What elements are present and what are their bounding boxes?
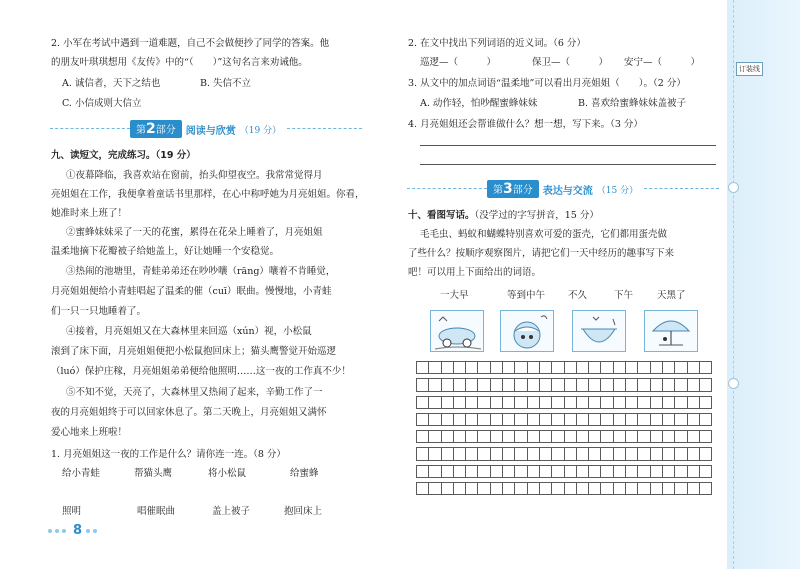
grid-cell[interactable] xyxy=(638,431,650,443)
grid-cell[interactable] xyxy=(417,379,429,391)
right-question-4: 4. 月亮姐姐还会帮谁做什么？想一想，写下来。（3 分） xyxy=(408,119,643,130)
grid-cell[interactable] xyxy=(453,465,465,477)
grid-cell[interactable] xyxy=(429,465,441,477)
grid-cell[interactable] xyxy=(515,448,527,460)
grid-cell[interactable] xyxy=(503,362,515,374)
grid-cell[interactable] xyxy=(441,379,453,391)
grid-cell[interactable] xyxy=(675,379,687,391)
passage-line: 亮姐姐在工作，我便拿着童话书里那样，在心中称呼她为月亮姐姐。你看， xyxy=(51,189,365,200)
grid-cell[interactable] xyxy=(552,362,564,374)
section-3-header xyxy=(407,180,719,198)
grid-cell[interactable] xyxy=(601,396,613,408)
right-question-2: 2. 在文中找出下列词语的近义词。（6 分） xyxy=(408,38,586,49)
grid-cell[interactable] xyxy=(576,413,588,425)
page-number: 8 xyxy=(73,523,83,538)
grid-cell[interactable] xyxy=(601,362,613,374)
grid-cell[interactable] xyxy=(601,431,613,443)
grid-cell[interactable] xyxy=(613,396,625,408)
grid-cell[interactable] xyxy=(515,396,527,408)
grid-cell[interactable] xyxy=(417,483,429,495)
rq3-option-a: A. 动作轻，怕吵醒蜜蜂妹妹 xyxy=(420,98,538,109)
grid-cell[interactable] xyxy=(429,431,441,443)
passage-line: 夜的月亮姐姐终于可以回家休息了。第二天晚上，月亮姐姐又满怀 xyxy=(51,407,327,418)
grid-cell[interactable] xyxy=(675,413,687,425)
grid-cell[interactable] xyxy=(527,465,539,477)
grid-cell[interactable] xyxy=(638,413,650,425)
decor-dot xyxy=(55,529,59,533)
grid-cell[interactable] xyxy=(613,431,625,443)
grid-cell[interactable] xyxy=(589,396,601,408)
grid-cell[interactable] xyxy=(539,379,551,391)
grid-cell[interactable] xyxy=(466,483,478,495)
grid-cell[interactable] xyxy=(699,448,711,460)
grid-cell[interactable] xyxy=(417,448,429,460)
match-item-top[interactable]: 给小青蛙 xyxy=(62,468,101,479)
grid-cell[interactable] xyxy=(650,379,662,391)
grid-row xyxy=(417,483,712,495)
grid-row xyxy=(417,465,712,477)
grid-cell[interactable] xyxy=(589,362,601,374)
grid-cell[interactable] xyxy=(539,362,551,374)
grid-cell[interactable] xyxy=(453,483,465,495)
grid-cell[interactable] xyxy=(417,465,429,477)
grid-cell[interactable] xyxy=(638,448,650,460)
grid-cell[interactable] xyxy=(662,431,674,443)
grid-cell[interactable] xyxy=(675,465,687,477)
synonym-item[interactable]: 保卫—（ ） xyxy=(532,57,609,68)
grid-cell[interactable] xyxy=(576,431,588,443)
grid-cell[interactable] xyxy=(576,483,588,495)
decor-dot xyxy=(62,529,66,533)
passage-line: ②蜜蜂妹妹采了一天的花蜜，累得在花朵上睡着了，月亮姐姐 xyxy=(66,227,323,238)
grid-cell[interactable] xyxy=(429,379,441,391)
grid-cell[interactable] xyxy=(441,483,453,495)
grid-cell[interactable] xyxy=(613,448,625,460)
grid-cell[interactable] xyxy=(564,483,576,495)
writing-grid[interactable] xyxy=(416,361,712,495)
page-number-area xyxy=(48,523,100,538)
time-word: 天黑了 xyxy=(657,290,686,301)
grid-cell[interactable] xyxy=(687,396,699,408)
grid-cell[interactable] xyxy=(687,448,699,460)
grid-cell[interactable] xyxy=(478,379,490,391)
grid-cell[interactable] xyxy=(675,396,687,408)
grid-cell[interactable] xyxy=(539,483,551,495)
grid-cell[interactable] xyxy=(564,379,576,391)
grid-cell[interactable] xyxy=(687,413,699,425)
grid-row xyxy=(417,431,712,443)
grid-cell[interactable] xyxy=(589,413,601,425)
prompt-line: 了些什么？按顺序观察图片，请把它们一天中经历的趣事写下来 xyxy=(408,248,675,259)
right-question-3: 3. 从文中的加点词语“温柔地”可以看出月亮姐姐（ ）。（2 分） xyxy=(408,78,686,89)
grid-cell[interactable] xyxy=(539,396,551,408)
grid-cell[interactable] xyxy=(613,413,625,425)
binding-hole xyxy=(728,182,739,193)
grid-cell[interactable] xyxy=(539,448,551,460)
question-10-note: （没学过的字写拼音，15 分） xyxy=(474,210,599,221)
grid-cell[interactable] xyxy=(626,431,638,443)
grid-cell[interactable] xyxy=(527,396,539,408)
match-item-bottom[interactable]: 唱催眠曲 xyxy=(137,506,176,517)
picture-afternoon xyxy=(572,310,626,352)
option-a: A. 诚信者，天下之结也 xyxy=(62,78,161,89)
grid-cell[interactable] xyxy=(515,465,527,477)
grid-cell[interactable] xyxy=(589,483,601,495)
section-badge: 第2部分 xyxy=(130,120,182,138)
section-divider xyxy=(287,128,362,130)
match-item-top[interactable]: 给蜜蜂 xyxy=(290,468,319,479)
grid-cell[interactable] xyxy=(490,483,502,495)
grid-cell[interactable] xyxy=(466,413,478,425)
grid-cell[interactable] xyxy=(638,465,650,477)
grid-cell[interactable] xyxy=(576,396,588,408)
grid-cell[interactable] xyxy=(478,362,490,374)
grid-cell[interactable] xyxy=(527,483,539,495)
grid-cell[interactable] xyxy=(589,431,601,443)
grid-cell[interactable] xyxy=(638,362,650,374)
grid-cell[interactable] xyxy=(576,362,588,374)
grid-cell[interactable] xyxy=(650,413,662,425)
question-1: 1. 月亮姐姐这一夜的工作是什么？请你连一连。（8 分） xyxy=(51,449,286,460)
match-item-top[interactable]: 帮猫头鹰 xyxy=(134,468,173,479)
grid-cell[interactable] xyxy=(453,379,465,391)
prompt-line: 毛毛虫、蚂蚁和蝴蝶特别喜欢可爱的蛋壳，它们都用蛋壳做 xyxy=(420,229,668,240)
grid-cell[interactable] xyxy=(613,483,625,495)
grid-cell[interactable] xyxy=(417,413,429,425)
picture-noon xyxy=(500,310,554,352)
section-score: （15 分） xyxy=(596,185,639,196)
car-shell-illustration xyxy=(431,311,483,351)
grid-cell[interactable] xyxy=(503,465,515,477)
grid-cell[interactable] xyxy=(478,396,490,408)
grid-cell[interactable] xyxy=(503,431,515,443)
grid-cell[interactable] xyxy=(662,379,674,391)
grid-cell[interactable] xyxy=(613,362,625,374)
grid-cell[interactable] xyxy=(453,362,465,374)
picture-night xyxy=(644,310,698,352)
grid-cell[interactable] xyxy=(527,362,539,374)
grid-cell[interactable] xyxy=(552,396,564,408)
grid-cell[interactable] xyxy=(503,396,515,408)
grid-cell[interactable] xyxy=(650,396,662,408)
section-title: 阅读与欣赏 xyxy=(185,125,236,137)
grid-cell[interactable] xyxy=(687,431,699,443)
grid-cell[interactable] xyxy=(564,431,576,443)
prompt-line: 吧！可以用上下面给出的词语。 xyxy=(408,267,542,278)
passage-line: 滚到了床下面，月亮姐姐便把小松鼠抱回床上；猫头鹰警觉开始巡逻 xyxy=(51,346,337,357)
match-item-bottom[interactable]: 抱回床上 xyxy=(284,506,323,517)
grid-cell[interactable] xyxy=(539,413,551,425)
match-item-bottom[interactable]: 照明 xyxy=(62,506,82,517)
grid-cell[interactable] xyxy=(417,362,429,374)
grid-cell[interactable] xyxy=(552,431,564,443)
grid-cell[interactable] xyxy=(626,483,638,495)
section-2-header xyxy=(50,120,362,138)
grid-cell[interactable] xyxy=(417,431,429,443)
time-word: 一大早 xyxy=(440,290,469,301)
shell-bowl-illustration xyxy=(573,311,625,351)
grid-cell[interactable] xyxy=(589,379,601,391)
grid-cell[interactable] xyxy=(441,431,453,443)
grid-cell[interactable] xyxy=(675,362,687,374)
grid-cell[interactable] xyxy=(662,413,674,425)
grid-cell[interactable] xyxy=(699,431,711,443)
grid-cell[interactable] xyxy=(453,431,465,443)
grid-cell[interactable] xyxy=(626,465,638,477)
grid-cell[interactable] xyxy=(650,465,662,477)
synonym-item[interactable]: 安宁—（ ） xyxy=(624,57,701,68)
grid-cell[interactable] xyxy=(564,465,576,477)
grid-cell[interactable] xyxy=(478,465,490,477)
time-word: 等到中午 xyxy=(507,290,546,301)
passage-line: 月亮姐姐便给小青蛙唱起了温柔的催（cuī）眠曲。慢慢地，小青蛙 xyxy=(51,286,332,297)
grid-cell[interactable] xyxy=(687,465,699,477)
grid-cell[interactable] xyxy=(675,483,687,495)
grid-cell[interactable] xyxy=(503,483,515,495)
grid-cell[interactable] xyxy=(576,465,588,477)
grid-cell[interactable] xyxy=(429,413,441,425)
answer-line[interactable] xyxy=(420,145,716,146)
grid-cell[interactable] xyxy=(453,413,465,425)
grid-cell[interactable] xyxy=(626,448,638,460)
grid-cell[interactable] xyxy=(478,448,490,460)
grid-cell[interactable] xyxy=(466,396,478,408)
grid-cell[interactable] xyxy=(453,396,465,408)
passage-line: ①夜幕降临，我喜欢站在窗前，抬头仰望夜空。我常常觉得月 xyxy=(66,170,323,181)
grid-cell[interactable] xyxy=(478,413,490,425)
grid-cell[interactable] xyxy=(601,379,613,391)
option-b: B. 失信不立 xyxy=(200,78,252,89)
grid-cell[interactable] xyxy=(675,431,687,443)
grid-cell[interactable] xyxy=(662,448,674,460)
grid-cell[interactable] xyxy=(478,431,490,443)
passage-line: ③热闹的池塘里，青蛙弟弟还在吵吵嚷（rāng）嚷着不肯睡觉， xyxy=(66,266,336,277)
grid-cell[interactable] xyxy=(564,362,576,374)
grid-cell[interactable] xyxy=(638,483,650,495)
grid-cell[interactable] xyxy=(441,448,453,460)
question-2-line2: 的朋友叶琪琪想用《友传》中的“（ ）”这句名言来劝诫他。 xyxy=(51,57,308,68)
grid-cell[interactable] xyxy=(490,379,502,391)
grid-cell[interactable] xyxy=(417,396,429,408)
grid-cell[interactable] xyxy=(626,362,638,374)
grid-cell[interactable] xyxy=(589,465,601,477)
grid-cell[interactable] xyxy=(539,431,551,443)
section-badge: 第3部分 xyxy=(487,180,539,198)
section-score: （19 分） xyxy=(239,125,282,136)
grid-cell[interactable] xyxy=(466,431,478,443)
grid-cell[interactable] xyxy=(650,431,662,443)
grid-cell[interactable] xyxy=(687,379,699,391)
grid-cell[interactable] xyxy=(601,413,613,425)
shell-umbrella-illustration xyxy=(645,311,697,351)
grid-cell[interactable] xyxy=(503,448,515,460)
grid-cell[interactable] xyxy=(490,396,502,408)
rq3-option-b: B. 喜欢给蜜蜂妹妹盖被子 xyxy=(578,98,687,109)
grid-cell[interactable] xyxy=(626,413,638,425)
grid-cell[interactable] xyxy=(490,448,502,460)
question-10-label: 十、看图写话。 xyxy=(408,210,475,221)
grid-cell[interactable] xyxy=(466,465,478,477)
section-title: 表达与交流 xyxy=(542,185,593,197)
grid-cell[interactable] xyxy=(441,465,453,477)
question-2-line1: 2. 小军在考试中遇到一道难题，自己不会做便抄了同学的答案。他 xyxy=(51,38,330,49)
question-10-title xyxy=(408,210,599,222)
grid-cell[interactable] xyxy=(662,465,674,477)
passage-line: ⑤不知不觉，天亮了，大森林里又热闹了起来，辛勤工作了一 xyxy=(66,387,323,398)
grid-row xyxy=(417,396,712,408)
grid-cell[interactable] xyxy=(662,362,674,374)
grid-cell[interactable] xyxy=(552,379,564,391)
grid-cell[interactable] xyxy=(564,448,576,460)
time-word: 不久 xyxy=(568,290,588,301)
grid-cell[interactable] xyxy=(699,483,711,495)
grid-row xyxy=(417,379,712,391)
grid-cell[interactable] xyxy=(662,483,674,495)
binding-strip xyxy=(727,0,800,569)
grid-cell[interactable] xyxy=(515,431,527,443)
grid-cell[interactable] xyxy=(466,379,478,391)
grid-cell[interactable] xyxy=(601,483,613,495)
grid-cell[interactable] xyxy=(490,413,502,425)
time-word: 下午 xyxy=(614,290,634,301)
grid-cell[interactable] xyxy=(638,379,650,391)
passage-line: （luó）保护庄稼，月亮姐姐弟弟便给他照明……这一夜的工作真不少！ xyxy=(51,366,351,377)
grid-cell[interactable] xyxy=(613,379,625,391)
grid-cell[interactable] xyxy=(601,465,613,477)
grid-cell[interactable] xyxy=(515,483,527,495)
grid-cell[interactable] xyxy=(527,448,539,460)
grid-cell[interactable] xyxy=(650,448,662,460)
grid-cell[interactable] xyxy=(699,413,711,425)
grid-cell[interactable] xyxy=(515,413,527,425)
grid-cell[interactable] xyxy=(441,396,453,408)
passage-line: ④接着，月亮姐姐又在大森林里来回巡（xún）视，小松鼠 xyxy=(66,326,312,337)
grid-cell[interactable] xyxy=(613,465,625,477)
grid-cell[interactable] xyxy=(662,396,674,408)
section-divider xyxy=(50,128,130,130)
grid-cell[interactable] xyxy=(699,362,711,374)
grid-cell[interactable] xyxy=(478,483,490,495)
grid-cell[interactable] xyxy=(527,413,539,425)
grid-cell[interactable] xyxy=(576,448,588,460)
grid-cell[interactable] xyxy=(503,379,515,391)
binding-tag: 订装线 xyxy=(736,62,763,76)
passage-line: 们一只一只地睡着了。 xyxy=(51,306,147,317)
grid-cell[interactable] xyxy=(675,448,687,460)
synonym-item[interactable]: 巡逻—（ ） xyxy=(420,57,497,68)
grid-row xyxy=(417,448,712,460)
grid-row xyxy=(417,413,712,425)
grid-cell[interactable] xyxy=(589,448,601,460)
decor-dot xyxy=(93,529,97,533)
grid-cell[interactable] xyxy=(650,483,662,495)
grid-cell[interactable] xyxy=(576,379,588,391)
match-item-top[interactable]: 将小松鼠 xyxy=(208,468,247,479)
grid-cell[interactable] xyxy=(699,396,711,408)
section-divider xyxy=(644,188,719,190)
grid-cell[interactable] xyxy=(429,448,441,460)
grid-cell[interactable] xyxy=(490,431,502,443)
grid-cell[interactable] xyxy=(552,465,564,477)
grid-cell[interactable] xyxy=(441,362,453,374)
grid-row xyxy=(417,362,712,374)
grid-cell[interactable] xyxy=(539,465,551,477)
grid-cell[interactable] xyxy=(490,362,502,374)
grid-cell[interactable] xyxy=(429,362,441,374)
grid-cell[interactable] xyxy=(687,483,699,495)
grid-cell[interactable] xyxy=(515,362,527,374)
section-divider xyxy=(407,188,487,190)
grid-cell[interactable] xyxy=(687,362,699,374)
answer-line[interactable] xyxy=(420,164,716,165)
grid-cell[interactable] xyxy=(490,465,502,477)
grid-cell[interactable] xyxy=(650,362,662,374)
passage-line: 温柔地摘下花瓣被子给她盖上，好让她睡一个安稳觉。 xyxy=(51,246,280,257)
picture-morning xyxy=(430,310,484,352)
grid-cell[interactable] xyxy=(453,448,465,460)
grid-cell[interactable] xyxy=(552,483,564,495)
grid-cell[interactable] xyxy=(699,379,711,391)
decor-dot xyxy=(48,529,52,533)
grid-cell[interactable] xyxy=(626,379,638,391)
grid-cell[interactable] xyxy=(626,396,638,408)
grid-cell[interactable] xyxy=(503,413,515,425)
grid-cell[interactable] xyxy=(699,465,711,477)
grid-cell[interactable] xyxy=(429,396,441,408)
passage-line: 她准时来上班了！ xyxy=(51,208,128,219)
grid-cell[interactable] xyxy=(564,396,576,408)
grid-cell[interactable] xyxy=(466,448,478,460)
grid-cell[interactable] xyxy=(466,362,478,374)
grid-cell[interactable] xyxy=(429,483,441,495)
match-item-bottom[interactable]: 盖上被子 xyxy=(212,506,251,517)
option-c: C. 小信成则大信立 xyxy=(62,98,142,109)
decor-dot xyxy=(86,529,90,533)
grid-cell[interactable] xyxy=(552,413,564,425)
grid-cell[interactable] xyxy=(527,379,539,391)
grid-cell[interactable] xyxy=(441,413,453,425)
cut-line xyxy=(733,0,734,569)
binding-hole xyxy=(728,378,739,389)
grid-cell[interactable] xyxy=(564,413,576,425)
grid-cell[interactable] xyxy=(515,379,527,391)
question-9-title: 九、读短文，完成练习。（19 分） xyxy=(51,150,196,161)
grid-cell[interactable] xyxy=(601,448,613,460)
passage-line: 爱心地来上班啦！ xyxy=(51,427,128,438)
shell-house-illustration xyxy=(501,311,553,351)
grid-cell[interactable] xyxy=(527,431,539,443)
grid-cell[interactable] xyxy=(552,448,564,460)
grid-cell[interactable] xyxy=(638,396,650,408)
